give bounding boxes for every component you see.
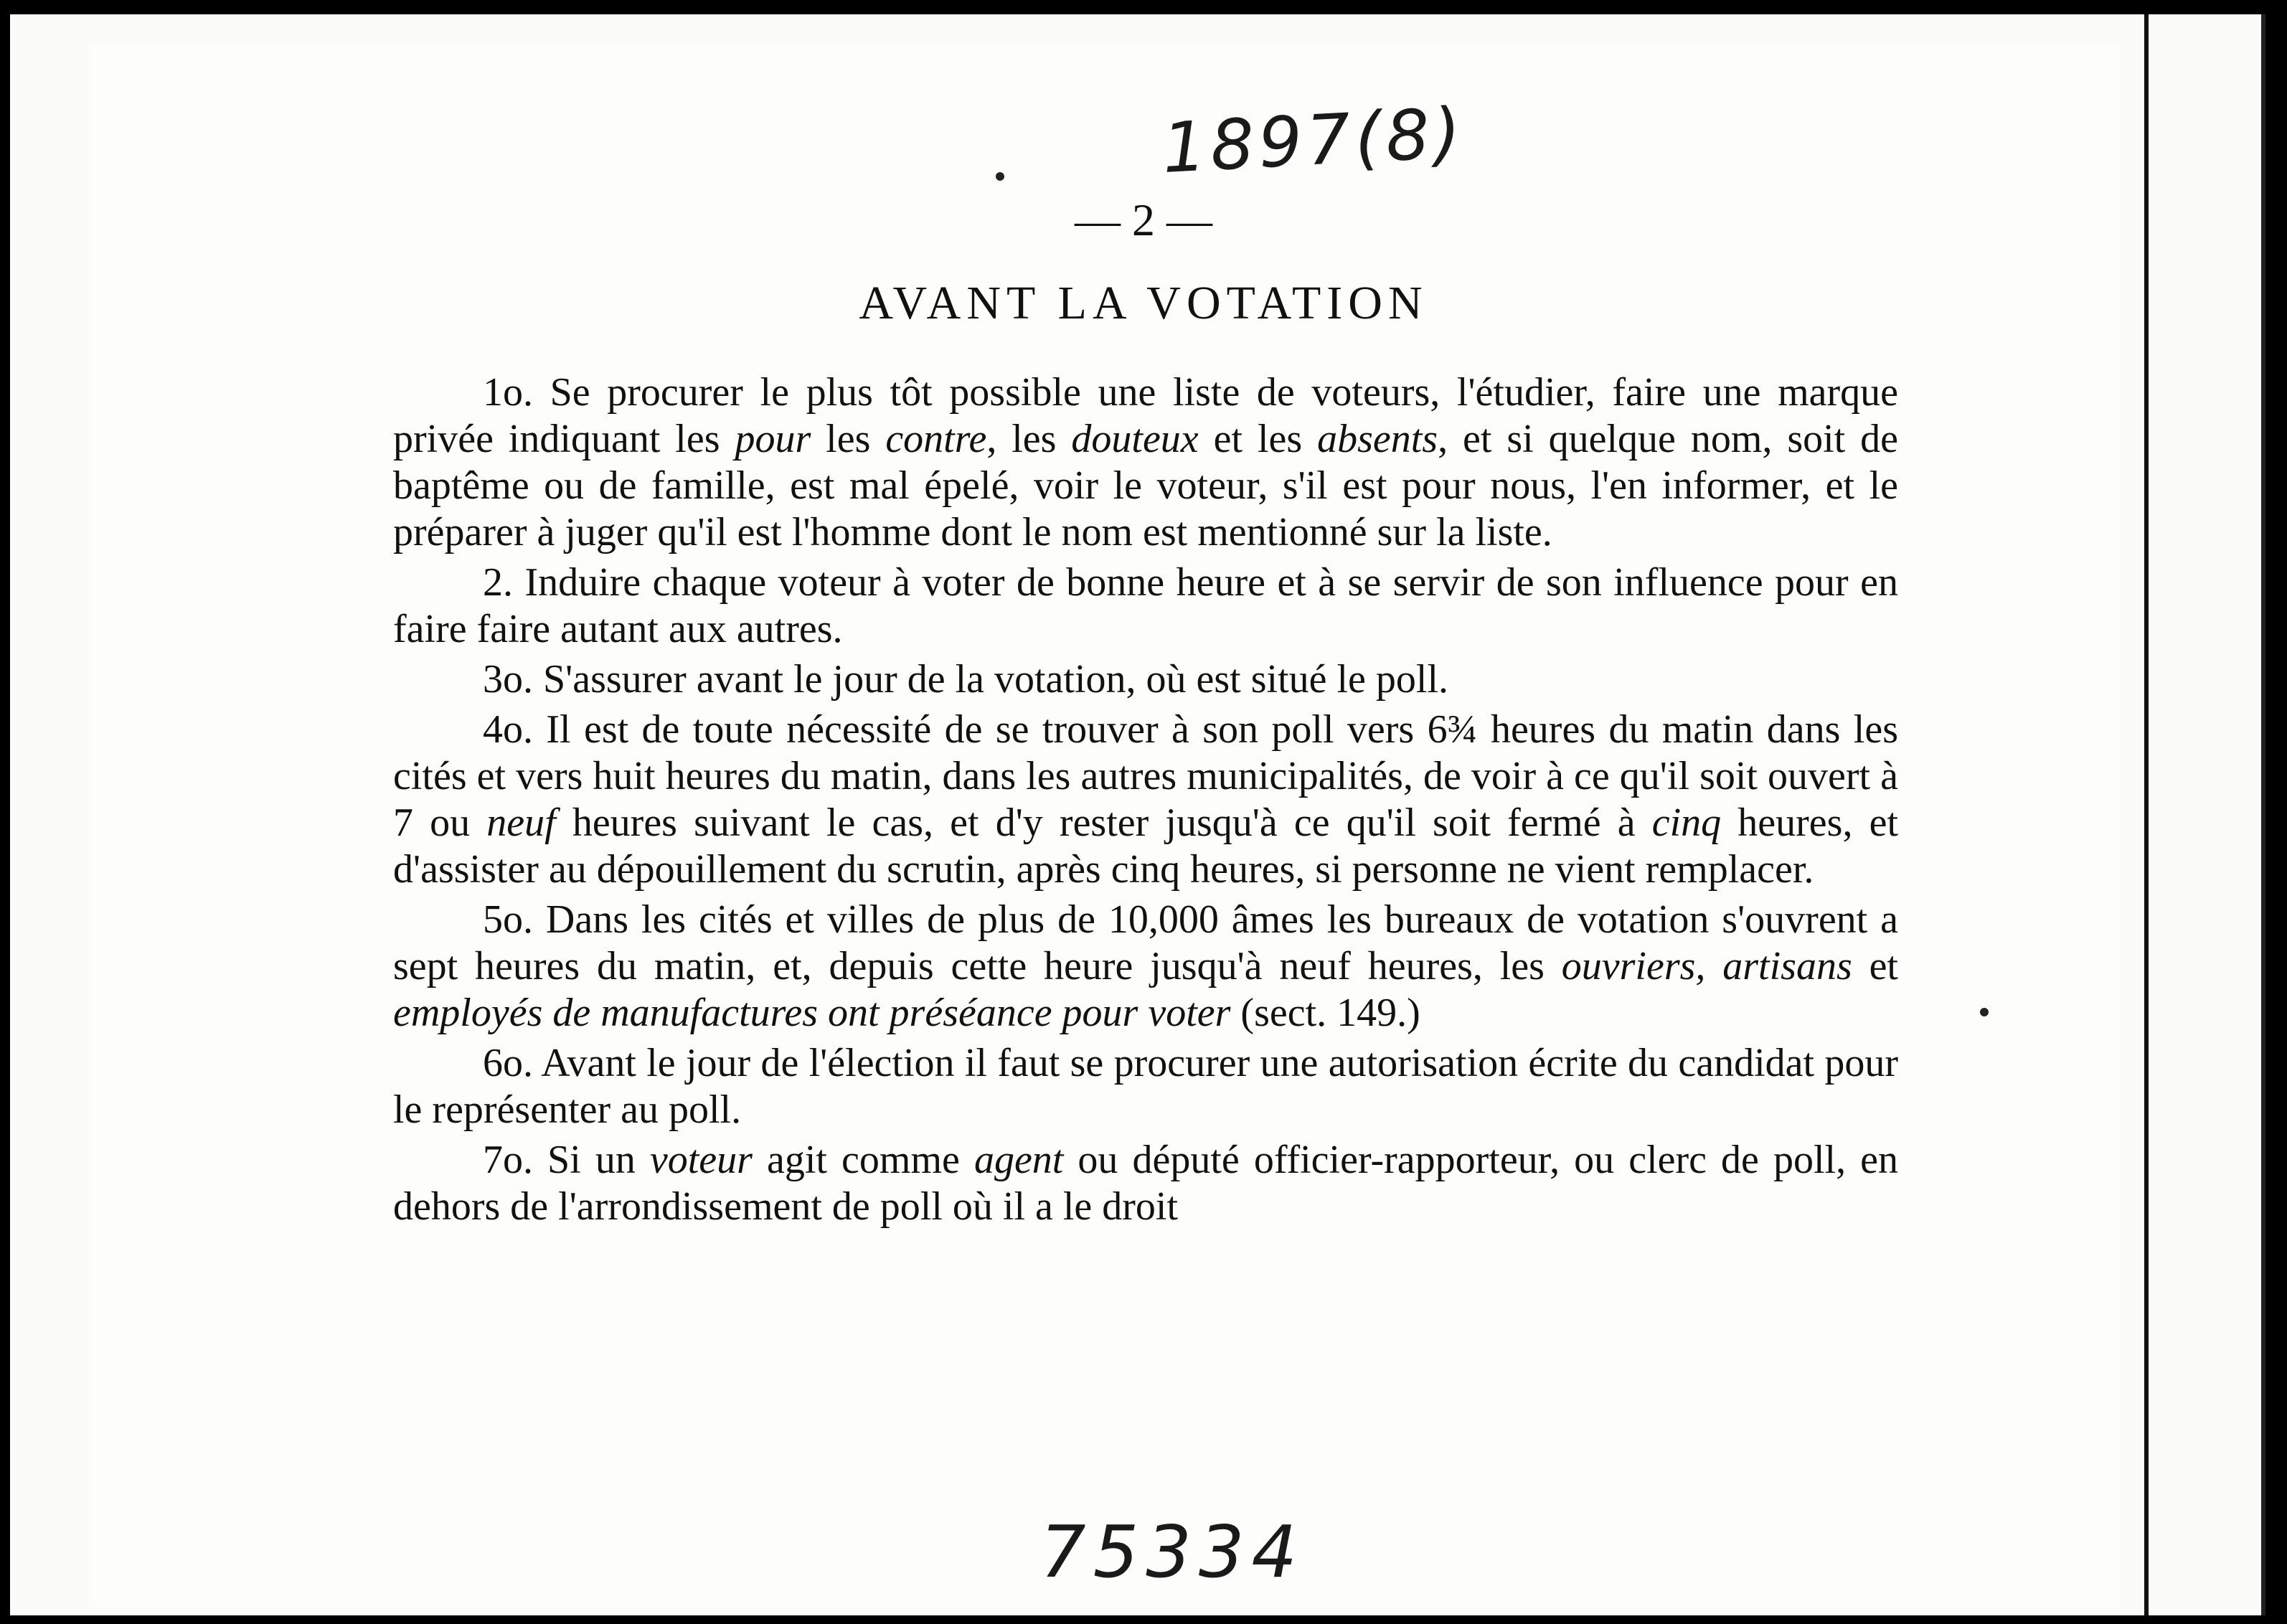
paragraph-6 xyxy=(393,1040,1898,1133)
paragraph-2 xyxy=(393,560,1898,653)
text-run: , les xyxy=(986,417,1072,461)
page-number: — 2 — xyxy=(1075,194,1212,245)
page-edge-divider xyxy=(2144,14,2149,1615)
italic-text: douteux xyxy=(1071,417,1199,461)
text-run: 1o. Se procurer le plus tôt possible une liste de voteurs, l'étudier, faire une marque privée indiquant les xyxy=(393,370,1898,461)
paragraph-3 xyxy=(393,656,1898,703)
text-run: 3o. S'assurer avant le jour de la votation, où est situé le poll. xyxy=(483,657,1449,702)
text-run: , et si quelque nom, soit de baptême ou de famille, est mal épelé, voir le voteur, s'il est pour nous, l'en informer, et le préparer à juger qu'il est l'homme dont le nom est mentionné sur la liste. xyxy=(393,417,1899,554)
italic-text: contre xyxy=(885,417,987,461)
paragraph-7 xyxy=(393,1137,1898,1230)
text-run: 5o. Dans les cités et villes de plus de 10,000 âmes les bureaux de votation s'ouvrent a sept heures du matin, et, depuis cette heure jusqu'à neuf heures, les xyxy=(393,897,1898,988)
italic-text: cinq xyxy=(1651,801,1722,845)
text-run: heures suivant le cas, et d'y rester jusqu'à ce qu'il soit fermé à xyxy=(555,801,1652,845)
text-run: ou député officier-rapporteur, ou clerc de poll, en dehors de l'arrondissement de poll où il a le droit xyxy=(393,1138,1898,1229)
handwritten-catalog-number: 75334 xyxy=(1040,1510,1305,1594)
text-run: et xyxy=(1852,944,1898,988)
paragraph-4 xyxy=(393,707,1898,893)
text-run: agit comme xyxy=(752,1138,974,1182)
italic-text: ouvriers, artisans xyxy=(1561,944,1852,988)
text-run: 7o. Si un xyxy=(483,1138,650,1182)
italic-text: employés de manufactures ont préséance pour voter xyxy=(393,991,1231,1035)
text-run: 4o. Il est de toute nécessité de se trouver à son poll vers 6¾ heures du matin dans les cités et vers huit heures du matin, dans les autres municipalités, de voir à ce qu'il soit ouvert à 7 ou xyxy=(393,707,1898,845)
handwritten-year-note: 1897(8) xyxy=(1160,93,1467,189)
text-run: et les xyxy=(1198,417,1318,461)
text-run: heures, et d'assister au dépouillement du scrutin, après cinq heures, si personne ne vient remplacer. xyxy=(393,801,1898,892)
paragraph-5 xyxy=(393,897,1898,1037)
italic-text: neuf xyxy=(486,801,556,845)
text-run: (sect. 149.) xyxy=(1230,991,1420,1035)
text-run: 2. Induire chaque voteur à voter de bonne heure et à se servir de son influence pour en faire faire autant aux autres. xyxy=(393,560,1898,651)
ink-speck xyxy=(996,172,1004,181)
italic-text: agent xyxy=(973,1138,1064,1182)
paragraph-1 xyxy=(393,369,1898,556)
section-heading: AVANT LA VOTATION xyxy=(859,277,1428,329)
document-body xyxy=(393,369,1898,1234)
italic-text: voteur xyxy=(649,1138,753,1182)
italic-text: pour xyxy=(735,417,811,461)
text-run: 6o. Avant le jour de l'élection il faut se procurer une autorisation écrite du candidat pour le représenter au poll. xyxy=(393,1041,1898,1132)
text-run: les xyxy=(811,417,886,461)
italic-text: absents xyxy=(1317,417,1438,461)
ink-speck xyxy=(1980,1008,1989,1016)
